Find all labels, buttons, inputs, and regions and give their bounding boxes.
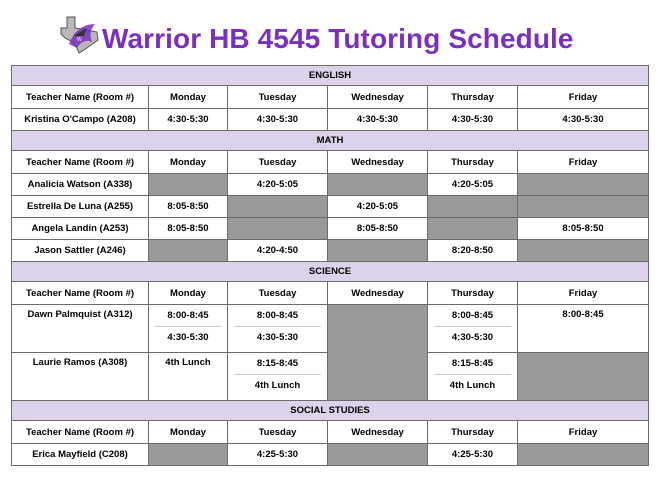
- table-row: [12, 305, 649, 353]
- section-header-social-studies: [12, 401, 649, 421]
- column-header-wednesday: Wednesday: [328, 421, 428, 444]
- column-header-thursday: Thursday: [428, 151, 518, 174]
- slot-tuesday: 4:20-5:05: [228, 174, 328, 196]
- section-header-science: [12, 262, 649, 282]
- table-row: [12, 109, 649, 131]
- time-slot: 8:00-8:45: [155, 305, 221, 327]
- teacher-name: Erica Mayfield (C208): [12, 444, 149, 466]
- slot-thursday: [428, 353, 518, 401]
- slot-unavailable: [228, 218, 328, 240]
- slot-unavailable: [428, 196, 518, 218]
- column-header-tuesday: Tuesday: [228, 282, 328, 305]
- time-slot: 8:15-8:45: [434, 353, 511, 375]
- column-header-teacher: Teacher Name (Room #): [12, 151, 149, 174]
- column-header-friday: Friday: [518, 282, 649, 305]
- column-header-monday: Monday: [149, 282, 228, 305]
- teacher-name: Kristina O'Campo (A208): [12, 109, 149, 131]
- time-slot: 4:30-5:30: [256, 332, 299, 343]
- column-header-friday: Friday: [518, 421, 649, 444]
- section-label: SCIENCE: [12, 262, 649, 282]
- slot-tuesday: 4:30-5:30: [228, 109, 328, 131]
- time-slot: 8:00-8:45: [234, 305, 321, 327]
- time-slot: 4th Lunch: [449, 380, 496, 391]
- slot-unavailable: [328, 240, 428, 262]
- column-header-friday: Friday: [518, 151, 649, 174]
- slot-thursday: 8:20-8:50: [428, 240, 518, 262]
- column-header-row: [12, 421, 649, 444]
- table-row: [12, 196, 649, 218]
- slot-thursday: [428, 305, 518, 353]
- slot-wednesday: 4:20-5:05: [328, 196, 428, 218]
- section-header-english: [12, 66, 649, 86]
- slot-tuesday: 4:25-5:30: [228, 444, 328, 466]
- slot-thursday: 4:30-5:30: [428, 109, 518, 131]
- column-header-thursday: Thursday: [428, 421, 518, 444]
- column-header-monday: Monday: [149, 86, 228, 109]
- slot-monday: 4th Lunch: [149, 353, 228, 401]
- time-slot: 4th Lunch: [254, 380, 301, 391]
- column-header-wednesday: Wednesday: [328, 151, 428, 174]
- tutoring-schedule-table: [11, 65, 649, 466]
- page-header: [0, 0, 658, 64]
- slot-unavailable: [518, 240, 649, 262]
- table-row: [12, 240, 649, 262]
- slot-unavailable: [149, 240, 228, 262]
- column-header-thursday: Thursday: [428, 86, 518, 109]
- table-row: [12, 218, 649, 240]
- slot-thursday: 4:25-5:30: [428, 444, 518, 466]
- slot-unavailable: [328, 305, 428, 401]
- slot-unavailable: [428, 218, 518, 240]
- slot-unavailable: [149, 444, 228, 466]
- page-title: Warrior HB 4545 Tutoring Schedule: [102, 23, 574, 54]
- slot-thursday: 4:20-5:05: [428, 174, 518, 196]
- slot-unavailable: [518, 174, 649, 196]
- column-header-row: [12, 282, 649, 305]
- column-header-tuesday: Tuesday: [228, 86, 328, 109]
- column-header-tuesday: Tuesday: [228, 421, 328, 444]
- column-header-monday: Monday: [149, 421, 228, 444]
- slot-monday: 8:05-8:50: [149, 218, 228, 240]
- slot-monday: 4:30-5:30: [149, 109, 228, 131]
- teacher-name: Analicia Watson (A338): [12, 174, 149, 196]
- slot-unavailable: [518, 444, 649, 466]
- column-header-tuesday: Tuesday: [228, 151, 328, 174]
- slot-unavailable: [518, 196, 649, 218]
- column-header-friday: Friday: [518, 86, 649, 109]
- column-header-monday: Monday: [149, 151, 228, 174]
- slot-wednesday: 4:30-5:30: [328, 109, 428, 131]
- slot-unavailable: [149, 174, 228, 196]
- section-label: MATH: [12, 131, 649, 151]
- slot-wednesday: 8:05-8:50: [328, 218, 428, 240]
- slot-tuesday: [228, 353, 328, 401]
- slot-unavailable: [328, 444, 428, 466]
- slot-unavailable: [518, 353, 649, 401]
- section-label: ENGLISH: [12, 66, 649, 86]
- column-header-teacher: Teacher Name (Room #): [12, 421, 149, 444]
- column-header-thursday: Thursday: [428, 282, 518, 305]
- table-row: [12, 174, 649, 196]
- teacher-name: Jason Sattler (A246): [12, 240, 149, 262]
- section-header-math: [12, 131, 649, 151]
- column-header-teacher: Teacher Name (Room #): [12, 86, 149, 109]
- column-header-wednesday: Wednesday: [328, 86, 428, 109]
- svg-text:W: W: [77, 37, 82, 43]
- teacher-name: Estrella De Luna (A255): [12, 196, 149, 218]
- slot-tuesday: [228, 305, 328, 353]
- slot-monday: [149, 305, 228, 353]
- time-slot: 4:30-5:30: [167, 332, 209, 343]
- time-slot: 8:15-8:45: [234, 353, 321, 375]
- texas-warrior-logo-icon: [57, 14, 103, 54]
- slot-unavailable: [228, 196, 328, 218]
- slot-tuesday: 4:20-4:50: [228, 240, 328, 262]
- column-header-teacher: Teacher Name (Room #): [12, 282, 149, 305]
- teacher-name: Angela Landin (A253): [12, 218, 149, 240]
- column-header-row: [12, 86, 649, 109]
- time-slot: 8:00-8:45: [434, 305, 511, 327]
- slot-unavailable: [328, 174, 428, 196]
- section-label: SOCIAL STUDIES: [12, 401, 649, 421]
- slot-friday: 4:30-5:30: [518, 109, 649, 131]
- teacher-name: Laurie Ramos (A308): [12, 353, 149, 401]
- slot-monday: 8:05-8:50: [149, 196, 228, 218]
- time-slot: 4:30-5:30: [451, 332, 494, 343]
- table-row: [12, 444, 649, 466]
- slot-friday: 8:00-8:45: [518, 305, 649, 353]
- teacher-name: Dawn Palmquist (A312): [12, 305, 149, 353]
- column-header-wednesday: Wednesday: [328, 282, 428, 305]
- slot-friday: 8:05-8:50: [518, 218, 649, 240]
- column-header-row: [12, 151, 649, 174]
